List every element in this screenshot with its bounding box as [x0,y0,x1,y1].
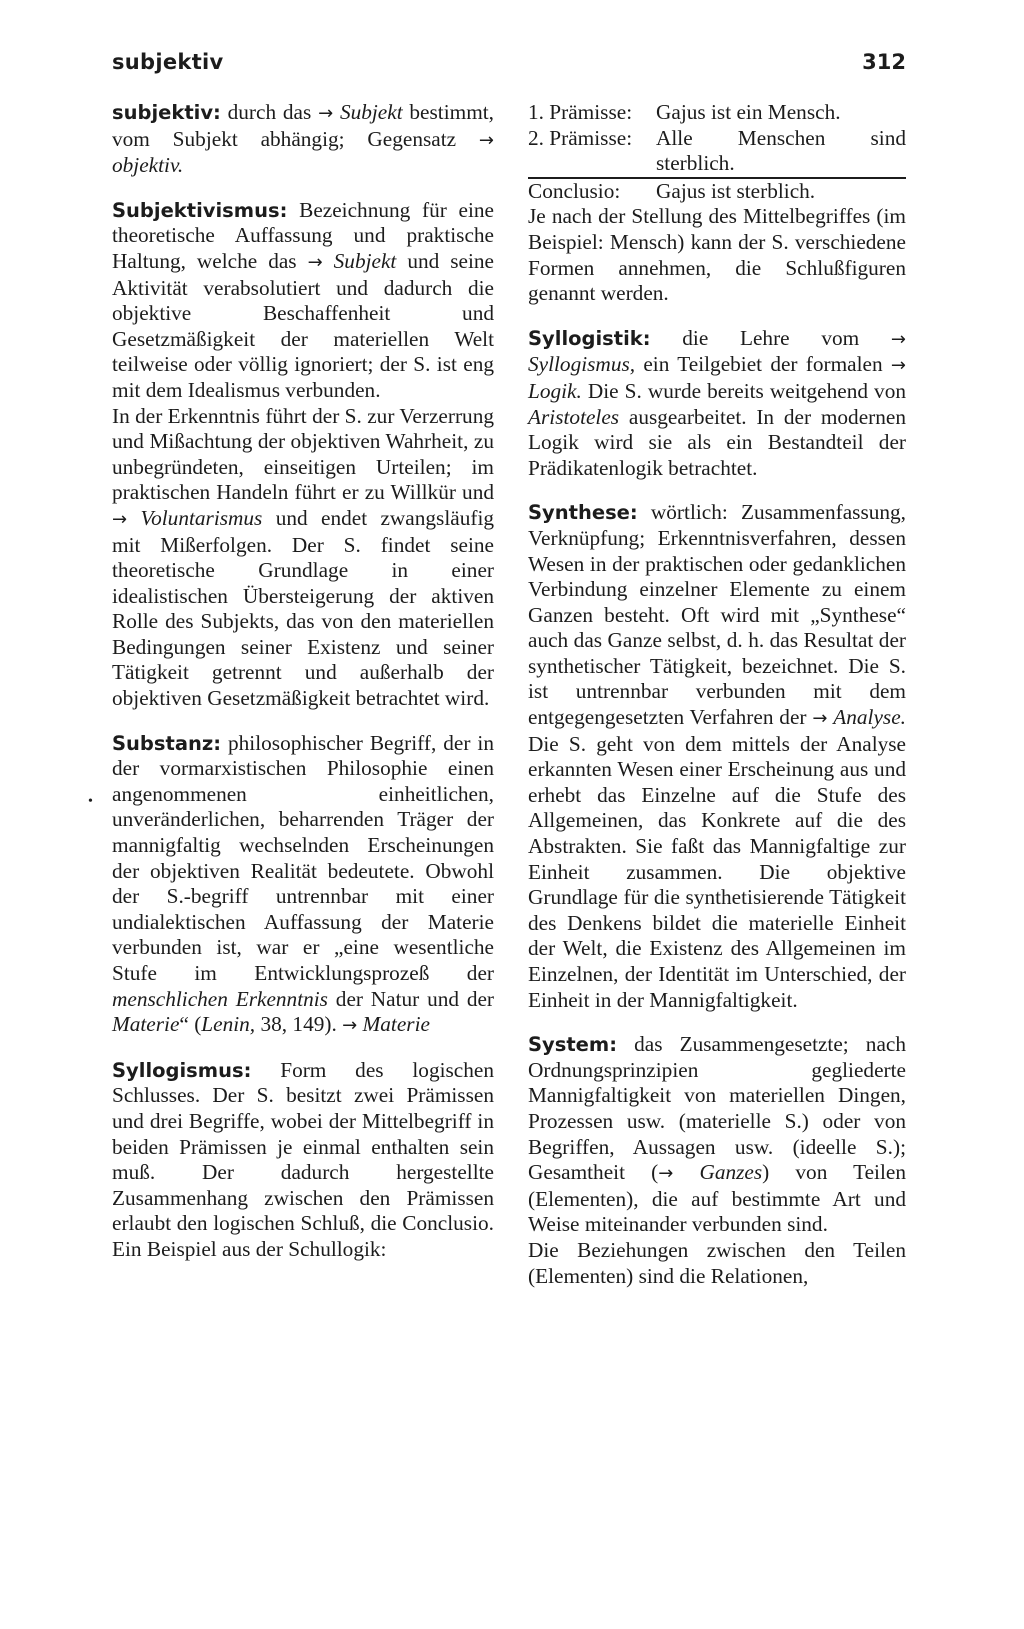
entry-syllogistik: Syllogistik: die Lehre vom → Syllogismus, ein Teilgebiet der formalen → Logik. Die S. wurde bereits weitgehend von Aristoteles ausgearbeitet. In der modernen Logik wird sie als ein Bestandteil der Prädikatenlogik betrachtet. [528,325,907,480]
citation-author: Lenin, [201,1012,256,1037]
headword-syllogistik: Syllogistik: [528,326,651,350]
running-header [112,50,906,86]
xref-analyse[interactable]: Analyse. [833,705,906,730]
headword-syllogismus: Syllogismus: [112,1058,252,1082]
arrow-icon: → [112,508,128,530]
conclusio-row: Conclusio: Gajus ist sterblich. [528,178,906,205]
xref-subjekt[interactable]: Subjekt [333,248,397,273]
xref-voluntarismus[interactable]: Voluntarismus [140,505,263,530]
xref-objektiv[interactable]: objektiv. [112,153,184,178]
headword-substanz: Substanz: [112,731,222,755]
arrow-icon: → [890,355,907,377]
headword-synthese: Synthese: [528,501,638,525]
entry-synthese: Synthese: wörtlich: Zusammenfassung, Verknüpfung; Erkenntnisverfahren, dessen Wesen in der praktischen oder gedanklichen Verbindung einzelner Elemente zu einem Ganzen besteht. Oft wird mit „Synthese“ auch das Ganze selbst, d. h. das Resultat der synthetischer Tätigkeit, bezeichnet. Die S. ist untrennbar verbunden mit dem entgegengesetzten Verfahren der → Analyse. Die S. geht von dem mittels der Analyse erkannten Wesen einer Erscheinung aus und erhebt das Einzelne auf die Stufe des Allgemeinen, das Konkrete auf die des Abstrakten. Sie faßt das Mannigfaltige zur Einheit zusammen. Die objektive Grundlage für die synthetisierende Tätigkeit des Denkens bildet die materielle Einheit der Welt, die Existenz des Allgemeinen im Einzelnen, der Identität im Unterschied, der Einheit in der Mannigfaltigkeit. [528,500,907,1012]
xref-syllogismus[interactable]: Syllogismus, [528,352,636,377]
arrow-icon: → [307,251,323,273]
margin-dot: • [88,794,93,809]
headword-subjektiv: subjektiv: [112,101,221,124]
quote-italic: Materie [112,1012,180,1037]
name-aristoteles: Aristoteles [528,404,620,429]
arrow-icon: → [318,103,334,124]
xref-ganzes[interactable]: Ganzes [699,1160,763,1185]
xref-subjekt[interactable]: Subjekt [339,100,403,124]
arrow-icon: → [658,1163,674,1185]
page-number: 312 [862,50,906,74]
entry-subjektivismus: Subjektivismus: Bezeichnung für eine theoretische Auffassung und praktische Haltung, welche das → Subjekt und seine Aktivität verabsolutiert und dadurch die objektive Beschaffenheit und Gesetzmäßigkeit der materiellen Welt teilweise oder völlig ignoriert; der S. ist eng mit dem Idealismus verbunden. In der Erkenntnis führt der S. zur Verzerrung und Mißachtung der objektiven Wahrheit, zu unbegründeten, einseitigen Urteilen; im praktischen Handeln führt er zu Willkür und → Voluntarismus und endet zwangsläufig mit Mißerfolgen. Der S. findet seine theoretische Grundlage in einer idealistischen Übersteigerung der aktiven Rolle des Subjekts, das von den materiellen Bedingungen seiner Existenz und seiner Tätigkeit getrennt und außerhalb der objektiven Gesetzmäßigkeit betrachtet wird. [112,197,495,711]
syllogism-example [528,100,906,307]
entry-system: System: das Zusammengesetzte; nach Ordnungsprinzipien gegliederte Mannigfaltigkeit von materiellen Dingen, Prozessen usw. (materielle S.) oder von Begriffen, Aussagen usw. (ideelle S.); Gesamtheit (→ Ganzes) von Teilen (Elementen), die auf bestimmte Art und Weise miteinander verbunden sind. Die Beziehungen zwischen den Teilen (Elementen) sind die Relationen, [528,1032,907,1288]
arrow-icon: → [812,708,828,730]
right-column [528,100,906,1308]
premise-row: 1. Prämisse: Gajus ist ein Mensch. [528,100,841,124]
entry-substanz: Substanz: philosophischer Begriff, der in der vormarxistischen Philosophie einen angenommenen einheitlichen, unveränderlichen, beharrenden Träger der mannigfaltig wechselnden Erscheinungen der objektiven Realität bedeutete. Obwohl der S.-begriff untrennbar mit einer undialektischen Auffassung der Materie verbunden ist, war er „eine wesentliche Stufe im Entwicklungsprozeß der menschlichen Erkenntnis der Natur und der Materie“ (Lenin, 38, 149). → Materie [112,730,495,1037]
arrow-icon: → [342,1015,358,1037]
arrow-icon: → [478,129,494,151]
left-column [112,100,494,1282]
premise-row: 2. Prämisse: Alle Menschen sind sterblich. [528,126,906,178]
entry-syllogismus: Syllogismus: Form des logischen Schlusses. Der S. besitzt zwei Prämissen und drei Begriffe, wobei der Mittelbegriff in beiden Prämissen je einmal enthalten sein muß. Der dadurch hergestellte Zusammenhang zwischen den Prämissen erlaubt den logischen Schluß, die Conclusio. Ein Beispiel aus der Schullogik: [112,1057,495,1261]
entry-subjektiv: subjektiv: durch das → Subjekt bestimmt, vom Subjekt abhängig; Gegensatz → objektiv. [112,100,495,178]
xref-logik[interactable]: Logik. [528,378,582,403]
premise-table [528,100,906,204]
running-headword: subjektiv [112,50,224,74]
xref-materie[interactable]: Materie [362,1012,430,1037]
quote-italic: menschlichen Erkenntnis [112,986,328,1011]
arrow-icon: → [890,328,906,350]
example-explanation: Je nach der Stellung des Mittelbegriffes (im Beispiel: Mensch) kann der S. verschiedene Formen annehmen, die Schlußfiguren genannt werden. [528,204,906,306]
headword-subjektivismus: Subjektivismus: [112,198,288,222]
headword-system: System: [528,1033,618,1057]
